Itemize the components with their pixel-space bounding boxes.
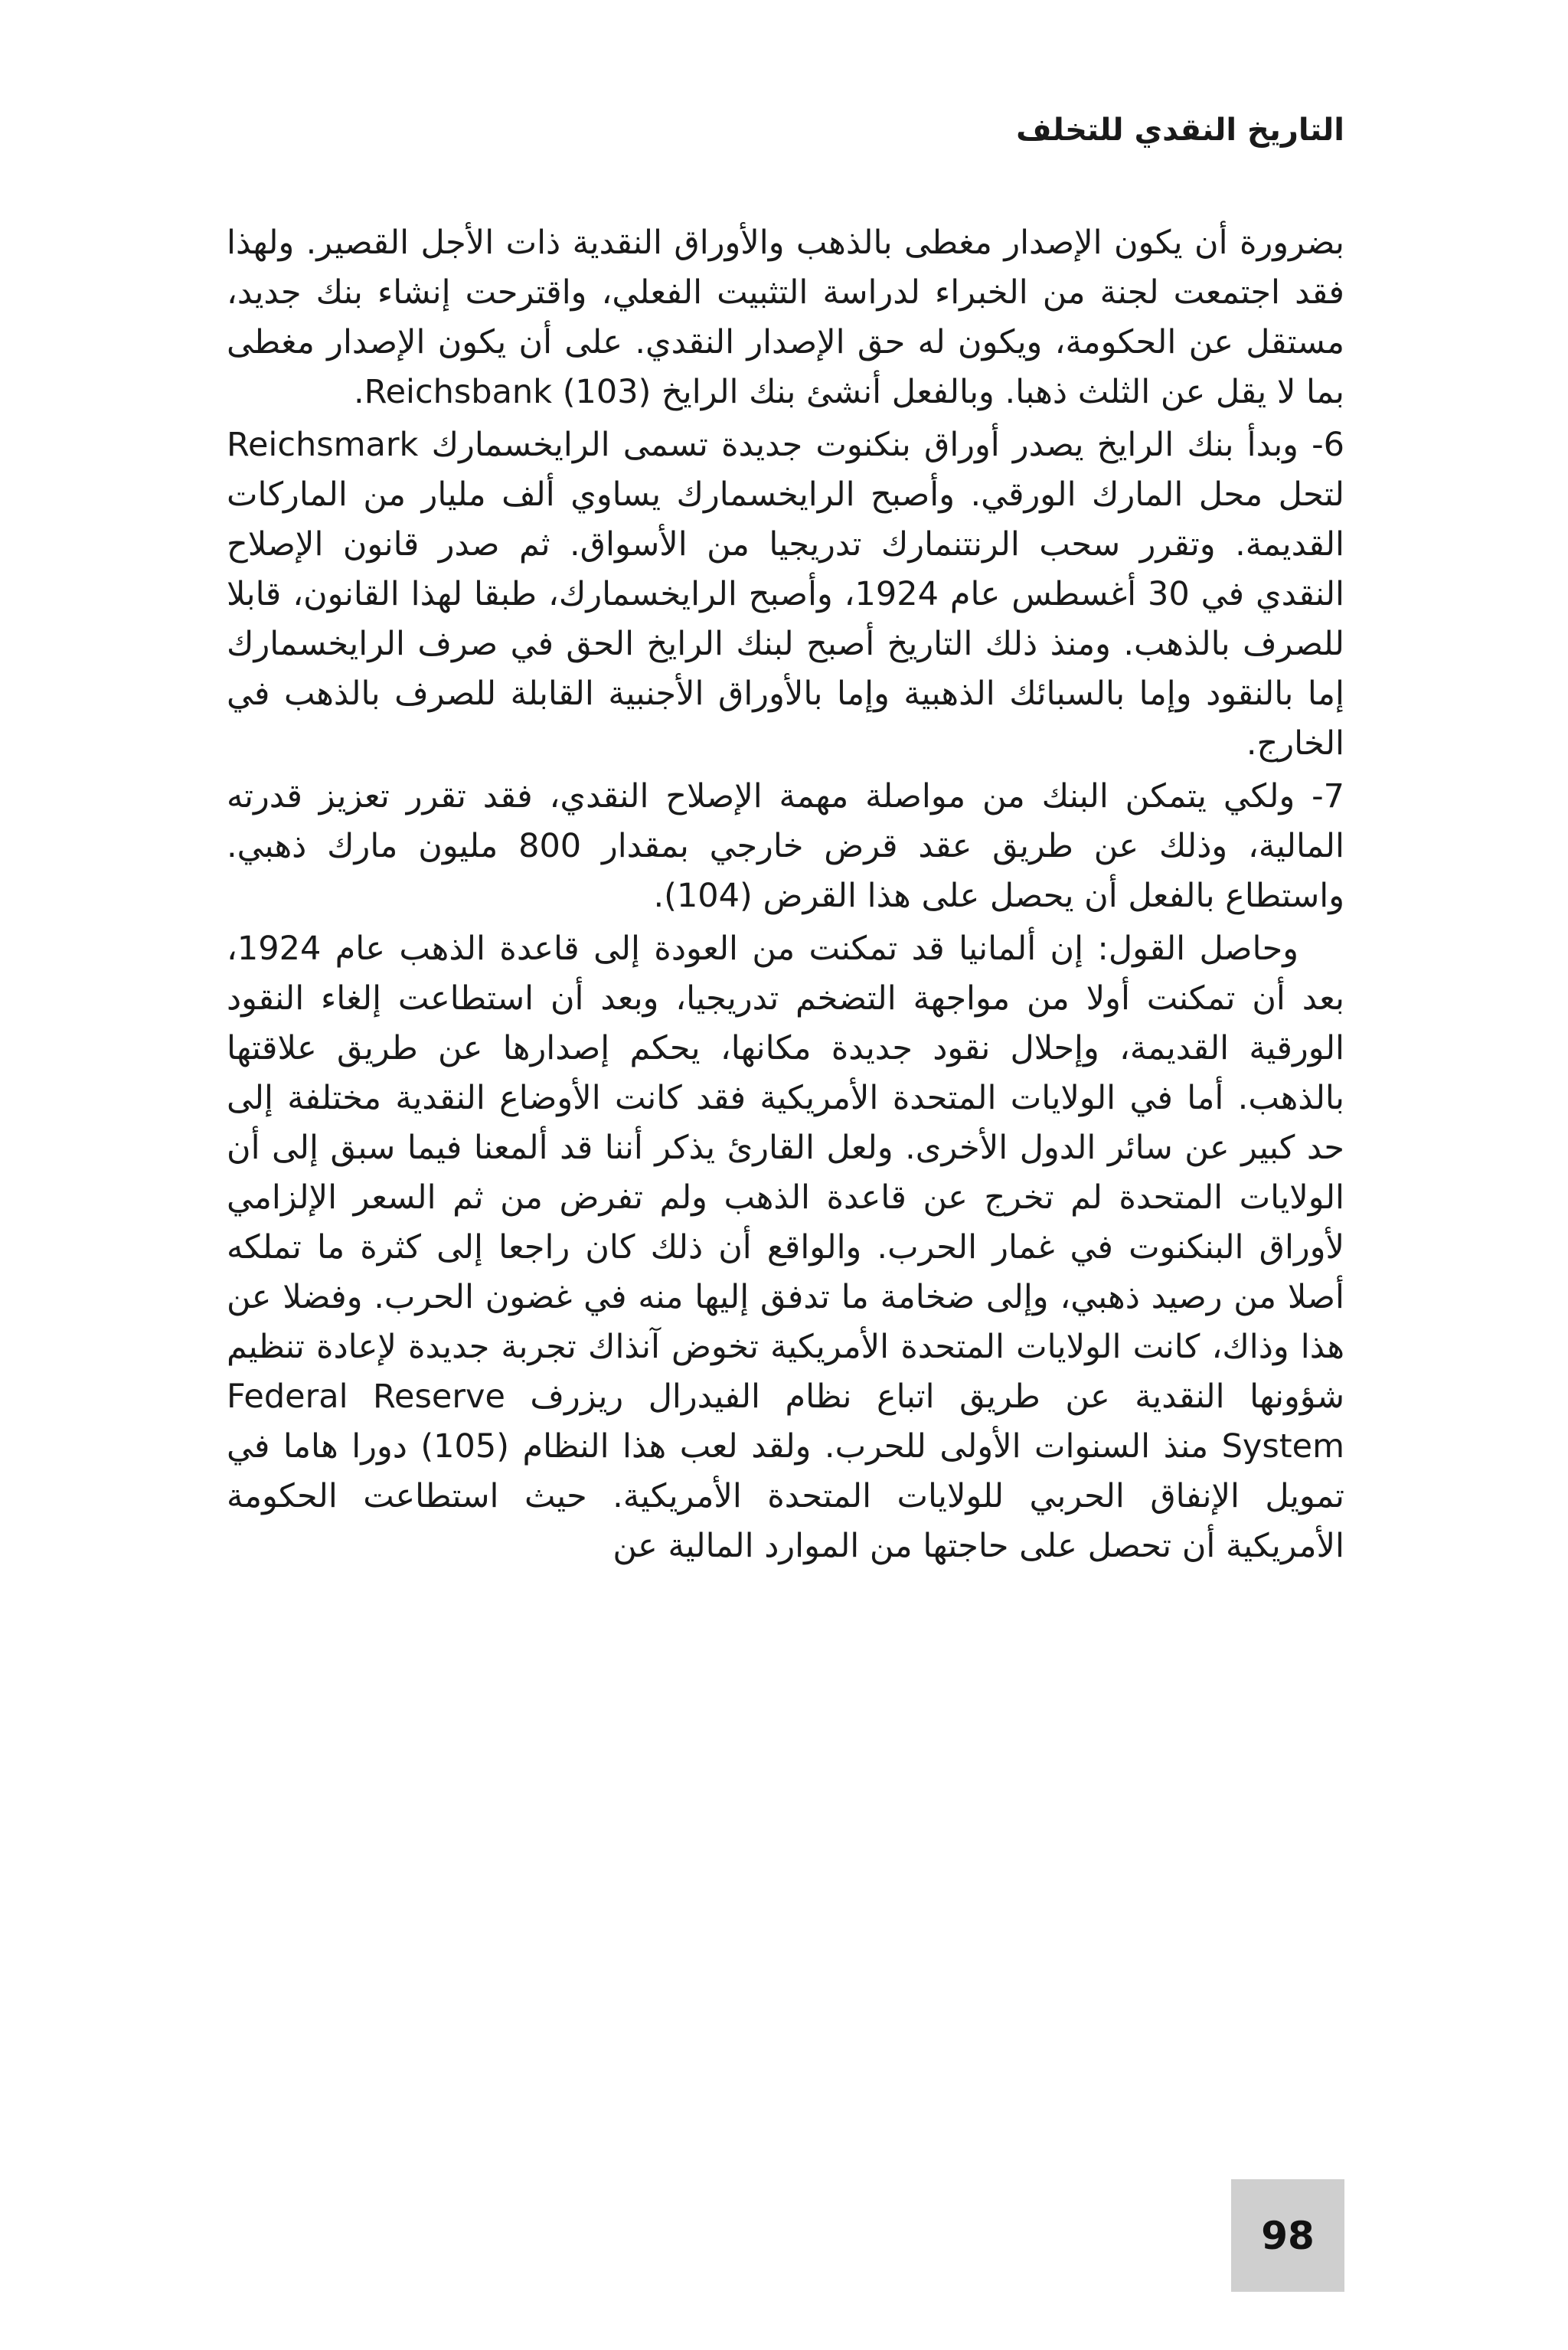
page-number-box xyxy=(1231,2179,1344,2292)
paragraph-3: 7- ولكي يتمكن البنك من مواصلة مهمة الإصلاح النقدي، فقد تقرر تعزيز قدرته المالية، وذلك عن طريق عقد قرض خارجي بمقدار 800 مليون مارك ذهبي. واستطاع بالفعل أن يحصل على هذا القرض (104). xyxy=(227,777,1344,915)
paragraph-2: 6- وبدأ بنك الرايخ يصدر أوراق بنكنوت جديدة تسمى الرايخسمارك Reichsmark لتحل محل المارك الورقي. وأصبح الرايخسمارك يساوي ألف مليار من الماركات القديمة. وتقرر سحب الرنتنمارك تدريجيا من الأسواق. ثم صدر قانون الإصلاح النقدي في 30 أغسطس عام 1924، وأصبح الرايخسمارك، طبقا لهذا القانون، قابلا للصرف بالذهب. ومنذ ذلك التاريخ أصبح لبنك الرايخ الحق في صرف الرايخسمارك إما بالنقود وإما بالسبائك الذهبية وإما بالأوراق الأجنبية القابلة للصرف بالذهب في الخارج. xyxy=(227,426,1344,763)
running-head-title: التاريخ النقدي للتخلف xyxy=(1016,113,1344,148)
paragraph-4: وحاصل القول: إن ألمانيا قد تمكنت من العودة إلى قاعدة الذهب عام 1924، بعد أن تمكنت أولا من مواجهة التضخم تدريجيا، وبعد أن استطاعت إلغاء النقود الورقية القديمة، وإحلال نقود جديدة مكانها، يحكم إصدارها عن طريق علاقتها بالذهب. أما في الولايات المتحدة الأمريكية فقد كانت الأوضاع النقدية مختلفة إلى حد كبير عن سائر الدول الأخرى. ولعل القارئ يذكر أننا قد ألمعنا فيما سبق إلى أن الولايات المتحدة لم تخرج عن قاعدة الذهب ولم تفرض من ثم السعر الإلزامي لأوراق البنكنوت في غمار الحرب. والواقع أن ذلك كان راجعا إلى كثرة ما تملكه أصلا من رصيد ذهبي، وإلى ضخامة ما تدفق إليها منه في غضون الحرب. وفضلا عن هذا وذاك، كانت الولايات المتحدة الأمريكية تخوض آنذاك تجربة جديدة لإعادة تنظيم شؤونها النقدية عن طريق اتباع نظام الفيدرال ريزرف Federal Reserve System منذ السنوات الأولى للحرب. ولقد لعب هذا النظام (105) دورا هاما في تمويل الإنفاق الحربي للولايات المتحدة الأمريكية. حيث استطاعت الحكومة الأمريكية أن تحصل على حاجتها من الموارد المالية عن xyxy=(227,930,1344,1565)
paragraph-1: بضرورة أن يكون الإصدار مغطى بالذهب والأوراق النقدية ذات الأجل القصير. ولهذا فقد اجتمعت لجنة من الخبراء لدراسة التثبيت الفعلي، واقترحت إنشاء بنك جديد، مستقل عن الحكومة، ويكون له حق الإصدار النقدي. على أن يكون الإصدار مغطى بما لا يقل عن الثلث ذهبا. وبالفعل أنشئ بنك الرايخ (103) Reichsbank. xyxy=(227,224,1344,411)
body-text xyxy=(227,218,1344,1574)
page-number: 98 xyxy=(1261,2213,1315,2258)
